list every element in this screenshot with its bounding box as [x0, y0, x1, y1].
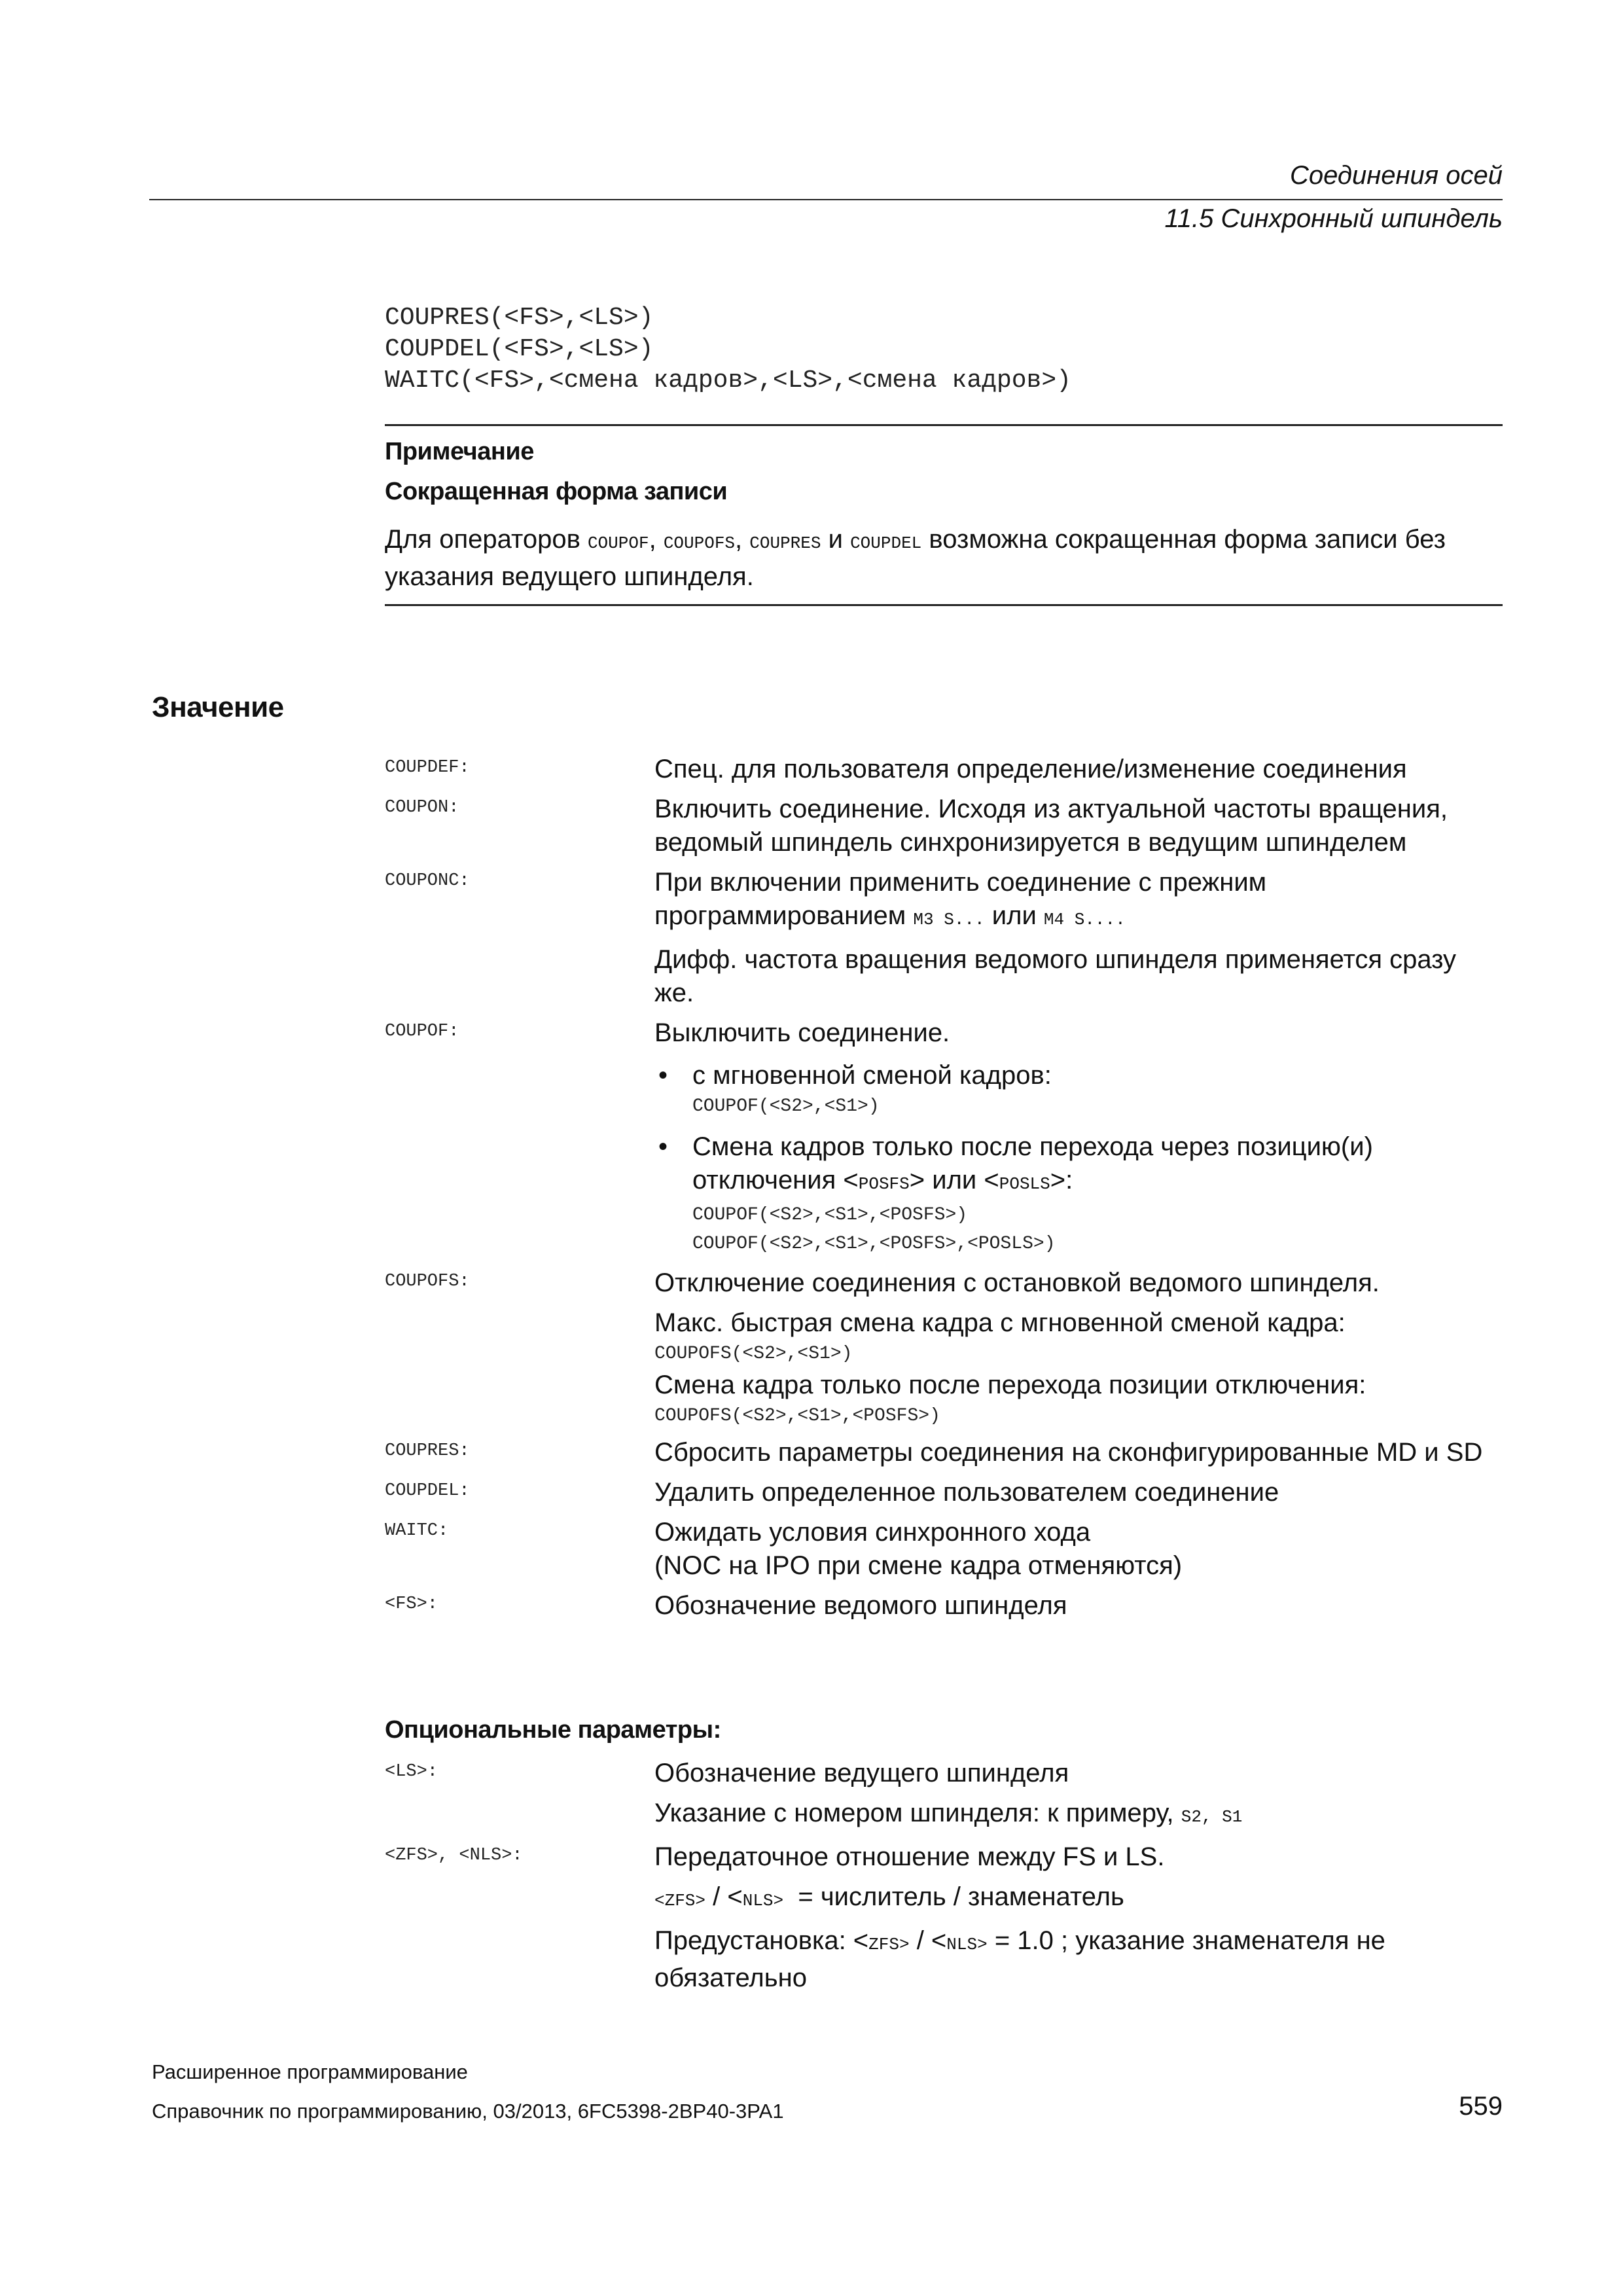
note-text-part: Для операторов — [385, 525, 588, 554]
def-row-fs — [385, 1589, 1503, 1623]
inline-code: POSLS — [999, 1174, 1050, 1194]
def-text-part: Предустановка: < — [654, 1926, 869, 1955]
note-code-coupdel: COUPDEL — [850, 533, 922, 553]
code-example: COUPOF(<S2>,<S1>,<POSFS>) — [692, 1205, 968, 1225]
inline-code: NLS> — [742, 1891, 784, 1910]
inline-code: POSFS — [858, 1174, 910, 1194]
def-desc: Выключить соединение. — [654, 1018, 950, 1047]
def-desc — [654, 866, 1503, 937]
def-term: COUPDEF: — [385, 758, 470, 778]
note-text — [385, 523, 1503, 594]
def-desc: Обозначение ведомого шпинделя — [654, 1591, 1067, 1620]
def-row-coupof — [385, 1016, 1503, 1259]
def-row-coupon — [385, 793, 1503, 859]
def-desc: Обозначение ведущего шпинделя — [654, 1759, 1069, 1787]
optional-parameters-list — [385, 1757, 1503, 1995]
def-desc — [654, 1924, 1503, 1995]
inline-code: M4 S.... — [1043, 910, 1126, 929]
def-term: <LS>: — [385, 1762, 438, 1782]
def-term: WAITC: — [385, 1521, 449, 1541]
def-term: COUPOFS: — [385, 1272, 470, 1291]
def-row-coupdel — [385, 1476, 1503, 1509]
def-text-part: >: — [1050, 1166, 1073, 1194]
def-desc: Включить соединение. Исходя из актуальной частоты вращения, ведомый шпиндель синхронизируется в ведущим шпинделем — [654, 795, 1448, 857]
def-text-part: Указание с номером шпинделя: к примеру, — [654, 1799, 1181, 1827]
note-code-coupres: COUPRES — [749, 533, 821, 553]
def-text-part: или — [984, 901, 1044, 930]
def-desc: Спец. для пользователя определение/изменение соединения — [654, 755, 1407, 783]
code-example: COUPOF(<S2>,<S1>) — [692, 1096, 880, 1117]
def-text-part: Смена кадров только после перехода через позицию(и) отключения < — [692, 1132, 1373, 1194]
note-text-part: и — [821, 525, 851, 554]
def-text-part: При включении применить соединение с прежним программированием — [654, 868, 1267, 930]
def-row-coupres — [385, 1436, 1503, 1469]
inline-code: <ZFS> — [654, 1891, 706, 1910]
def-term: <ZFS>, <NLS>: — [385, 1846, 523, 1865]
note-box — [385, 424, 1503, 606]
def-desc: Макс. быстрая смена кадра с мгновенной сменой кадра: — [654, 1308, 1346, 1337]
definition-list — [385, 753, 1503, 1623]
opt-row-zfs-nls — [385, 1840, 1503, 1995]
def-desc: Ожидать условия синхронного хода — [654, 1518, 1091, 1547]
def-row-coupdef — [385, 753, 1503, 786]
syntax-line: COUPRES(<FS>,<LS>) — [385, 304, 654, 332]
inline-code: S2, S1 — [1181, 1807, 1243, 1827]
def-row-couponc — [385, 866, 1503, 1010]
def-desc — [654, 1880, 1503, 1918]
bullet-icon: • — [658, 1061, 668, 1090]
def-row-coupofs — [385, 1266, 1503, 1431]
footer-book-title: Расширенное программирование — [152, 2060, 468, 2083]
inline-code: NLS> — [946, 1935, 988, 1954]
note-text-part: , — [649, 525, 664, 554]
def-row-waitc — [385, 1516, 1503, 1583]
note-text-part: возможна сокращенная форма записи без указания ведущего шпинделя. — [385, 525, 1446, 591]
optional-parameters-heading: Опциональные параметры: — [385, 1716, 721, 1744]
note-text-part: , — [735, 525, 750, 554]
footer-edition: Справочник по программированию, 03/2013, 6FC5398-2BP40-3PA1 — [152, 2100, 784, 2123]
header-rule — [149, 199, 1503, 200]
def-text-part: > или < — [909, 1166, 999, 1194]
page-number: 559 — [1459, 2092, 1503, 2121]
def-text-part: / < — [705, 1882, 743, 1911]
def-desc: (NOC на IPO при смене кадра отменяются) — [654, 1551, 1183, 1580]
bullet-item — [654, 1130, 1503, 1259]
def-term: COUPDEL: — [385, 1481, 470, 1501]
def-desc: Смена кадра только после перехода позиции отключения: — [654, 1371, 1366, 1399]
inline-code: ZFS> — [868, 1935, 910, 1954]
running-header-section: 11.5 Синхронный шпиндель — [1164, 204, 1503, 233]
def-term: COUPONC: — [385, 871, 470, 891]
def-desc: Удалить определенное пользователем соединение — [654, 1478, 1279, 1507]
syntax-block — [385, 302, 1071, 397]
code-example: COUPOF(<S2>,<S1>,<POSFS>,<POSLS>) — [692, 1234, 1056, 1254]
def-desc: Передаточное отношение между FS и LS. — [654, 1842, 1165, 1871]
def-term: COUPON: — [385, 798, 459, 817]
code-example: COUPOFS(<S2>,<S1>,<POSFS>) — [654, 1406, 940, 1426]
syntax-line: WAITC(<FS>,<смена кадров>,<LS>,<смена кадров>) — [385, 367, 1071, 395]
def-desc — [654, 1797, 1503, 1834]
bullet-text: с мгновенной сменой кадров: — [692, 1061, 1052, 1090]
opt-row-ls — [385, 1757, 1503, 1834]
note-title: Примечание — [385, 438, 534, 465]
note-code-coupofs: COUPOFS — [663, 533, 736, 553]
def-desc: Дифф. частота вращения ведомого шпинделя применяется сразу же. — [654, 945, 1457, 1007]
def-term: COUPOF: — [385, 1022, 459, 1041]
section-heading-meaning: Значение — [152, 691, 284, 723]
inline-code: M3 S... — [913, 910, 985, 929]
code-example: COUPOFS(<S2>,<S1>) — [654, 1344, 853, 1364]
def-term: <FS>: — [385, 1594, 438, 1614]
def-text-part: / < — [909, 1926, 947, 1955]
def-text-part: = числитель / знаменатель — [783, 1882, 1124, 1911]
note-code-coupof: COUPOF — [587, 533, 649, 553]
note-subtitle: Сокращенная форма записи — [385, 478, 728, 505]
def-term: COUPRES: — [385, 1441, 470, 1461]
bullet-icon: • — [658, 1132, 668, 1161]
def-desc: Отключение соединения с остановкой ведомого шпинделя. — [654, 1268, 1380, 1297]
def-text-part: = 1.0 ; указание знаменателя не обязательно — [654, 1926, 1385, 1992]
running-header-chapter: Соединения осей — [1289, 161, 1503, 190]
bullet-item — [654, 1059, 1503, 1121]
bullet-text — [692, 1130, 1503, 1201]
def-desc: Сбросить параметры соединения на сконфигурированные MD и SD — [654, 1438, 1483, 1467]
syntax-line: COUPDEL(<FS>,<LS>) — [385, 335, 654, 363]
